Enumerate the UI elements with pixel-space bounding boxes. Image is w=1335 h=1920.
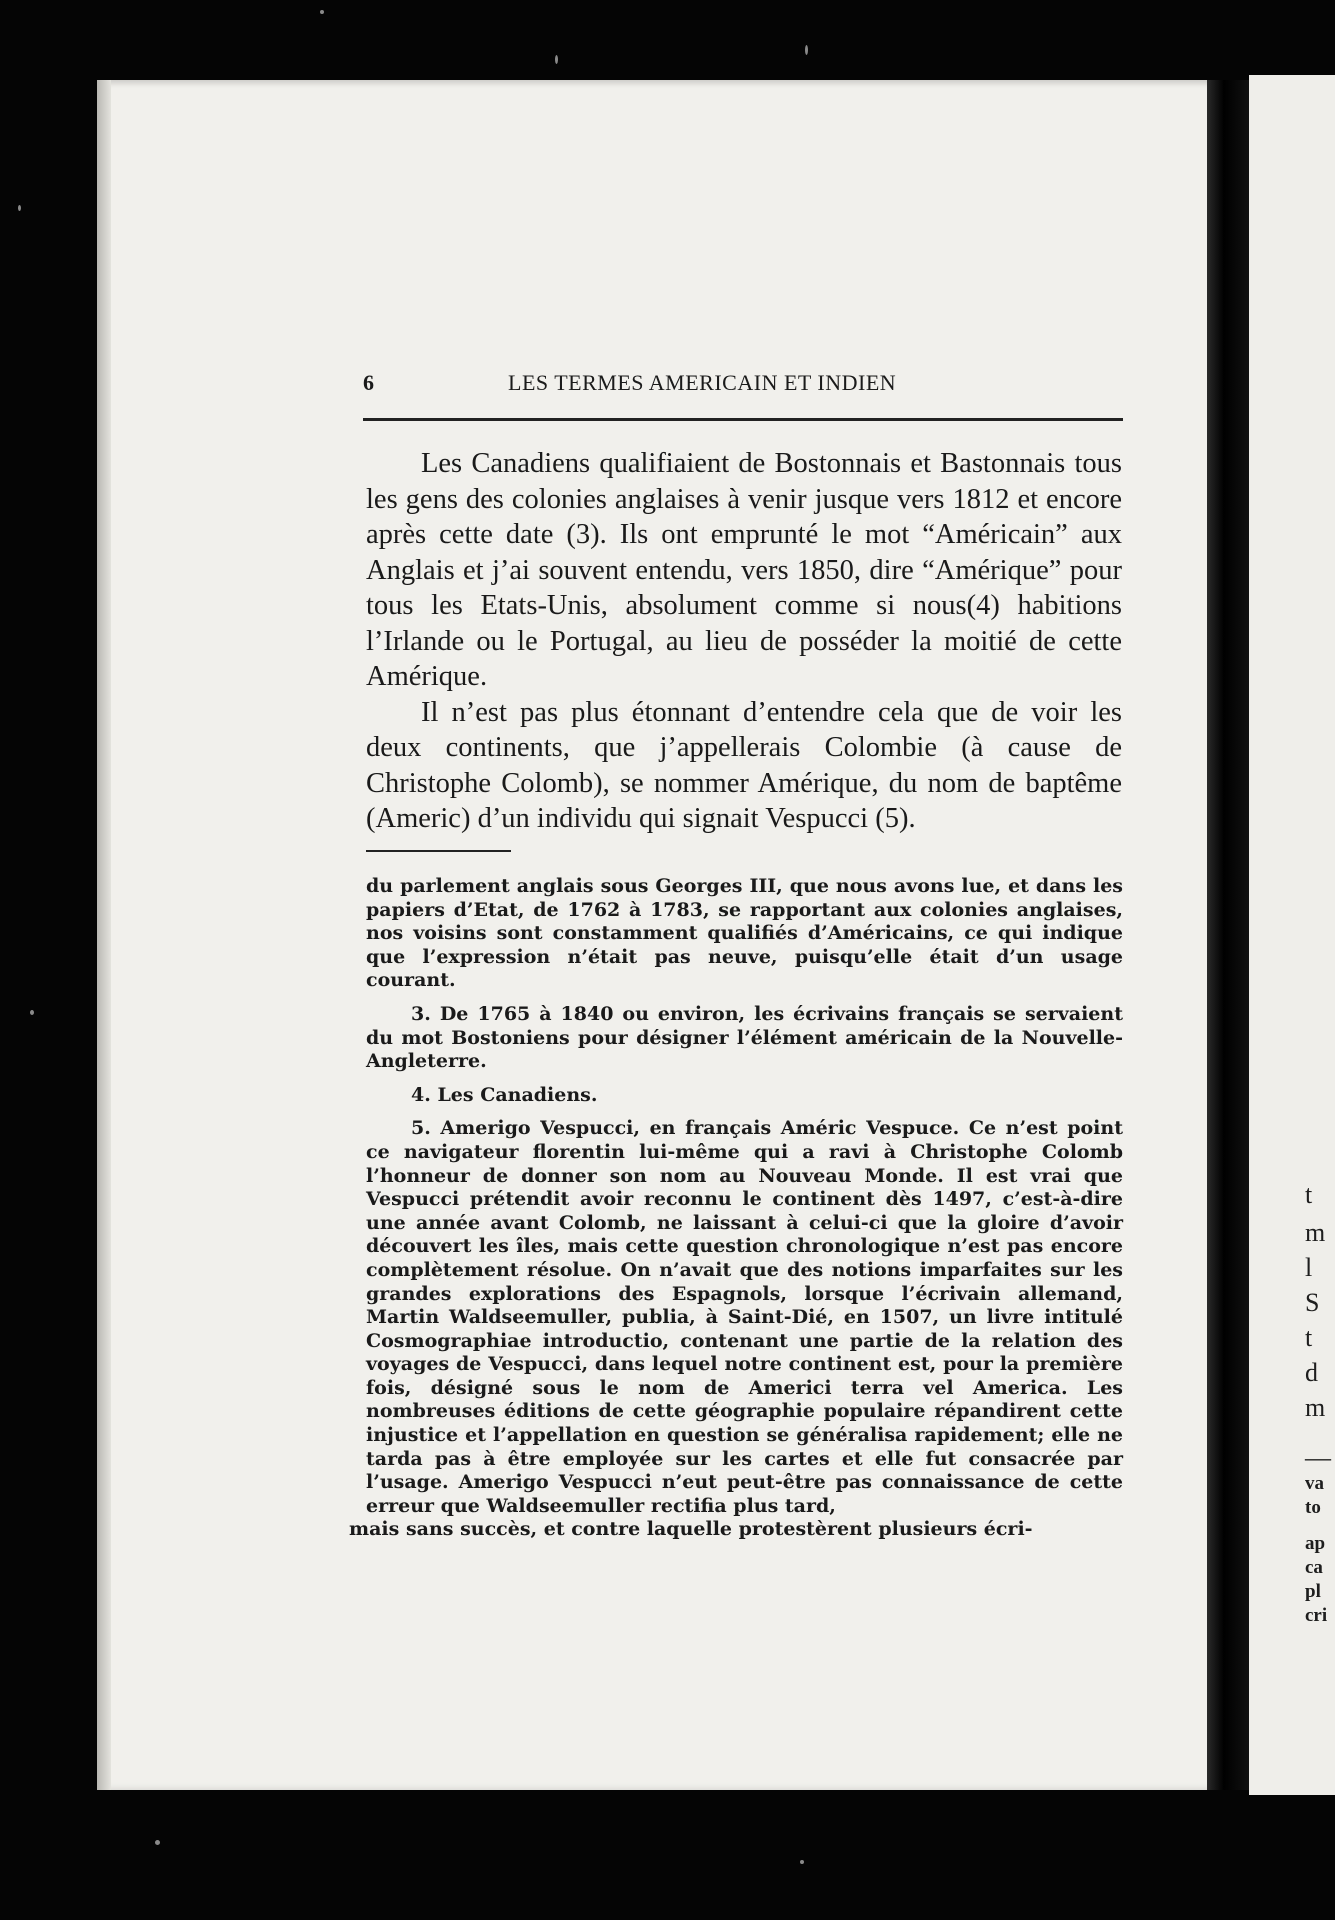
facing-text: to	[1305, 1497, 1321, 1518]
facing-text: t	[1305, 1323, 1313, 1352]
header-rule	[363, 418, 1123, 421]
facing-text: t	[1305, 1180, 1313, 1209]
facing-text: m	[1305, 1218, 1326, 1247]
facing-text: m	[1305, 1393, 1326, 1422]
book-gutter	[1207, 80, 1249, 1790]
body-paragraph: Les Canadiens qualifiaient de Bostonnais et Bastonnais tous les gens des colonies anglaises à venir jusque vers 1812 et encore après cette date (3). Ils ont emprunté le mot “Américain” aux Anglais et j’ai souvent entendu, vers 1850, dire “Amérique” pour tous les Etats-Unis, absolument comme si nous(4) habitions l’Irlande ou le Portugal, au lieu de posséder la moitié de cette Amérique.	[366, 448, 1122, 692]
running-header	[363, 370, 1123, 406]
footnote-3: 3. De 1765 à 1840 ou environ, les écrivains français se servaient du mot Bostoniens pour désigner l’élément américain de la Nouvelle-Angleterre.	[366, 1002, 1123, 1073]
running-title: LES TERMES AMERICAIN ET INDIEN	[508, 370, 897, 395]
main-text	[366, 446, 1122, 837]
footnote-continuation: du parlement anglais sous Georges III, que nous avons lue, et dans les papiers d’Etat, de 1762 à 1783, se rapportant aux colonies anglaises, nos voisins sont constamment qualifiés d’Américains, ce qui indique que l’expression n’était pas neuve, puisqu’elle était d’un usage courant.	[366, 875, 1123, 992]
facing-text: ap	[1305, 1533, 1326, 1554]
facing-text: d	[1305, 1358, 1318, 1387]
facing-text: va	[1305, 1473, 1324, 1494]
facing-text: cri	[1305, 1605, 1328, 1626]
footnote-4: 4. Les Canadiens.	[411, 1083, 598, 1106]
facing-text: l	[1305, 1253, 1313, 1282]
footnote-5: 5. Amerigo Vespucci, en français Améric Vespuce. Ce n’est point ce navigateur florentin lui-même qui a ravi à Christophe Colomb l’honneur de donner son nom au Nouveau Monde. Il est vrai que Vespucci prétendit avoir reconnu le continent dès 1497, c’est-à-dire une année avant Colomb, ne laissant à celui-ci que la gloire d’avoir découvert les îles, mais cette question chronologique n’est pas encore complètement résolue. On n’avait que des notions imparfaites sur les grandes explorations des Espagnols, lorsque l’écrivain allemand, Martin Waldseemuller, publia, à Saint-Dié, en 1507, un livre intitulé Cosmographiae introductio, contenant une partie de la relation des voyages de Vespucci, dans lequel notre continent est, pour la première fois, désigné sous le nom de Americi terra vel America. Les nombreuses éditions de cette géographie populaire répandirent cette injustice et l’appellation en question se généralisa rapidement; elle ne tarda pas à être employée sur les cartes et elle fut consacrée par l’usage. Amerigo Vespucci n’eut peut-être pas connaissance de cette erreur que Waldseemuller rectifia plus tard,	[366, 1117, 1123, 1517]
footnote-separator	[366, 850, 511, 852]
facing-text: pl	[1305, 1581, 1321, 1602]
facing-text: S	[1305, 1288, 1320, 1317]
body-paragraph: Il n’est pas plus étonnant d’entendre cela que de voir les deux continents, que j’appellerais Colombie (à cause de Christophe Colomb), se nommer Amérique, du nom de baptême (Americ) d’un individu qui signait Vespucci (5).	[366, 696, 1122, 834]
facing-text: ca	[1305, 1557, 1323, 1578]
page-binding-edge	[97, 80, 111, 1790]
facing-page-fragment	[1249, 75, 1335, 1795]
footnote-5-last-line: mais sans succès, et contre laquelle protestèrent plusieurs écri-	[349, 1518, 1033, 1541]
facing-text: —	[1305, 1443, 1331, 1472]
footnotes	[349, 875, 1123, 1552]
page-number: 6	[363, 370, 375, 395]
